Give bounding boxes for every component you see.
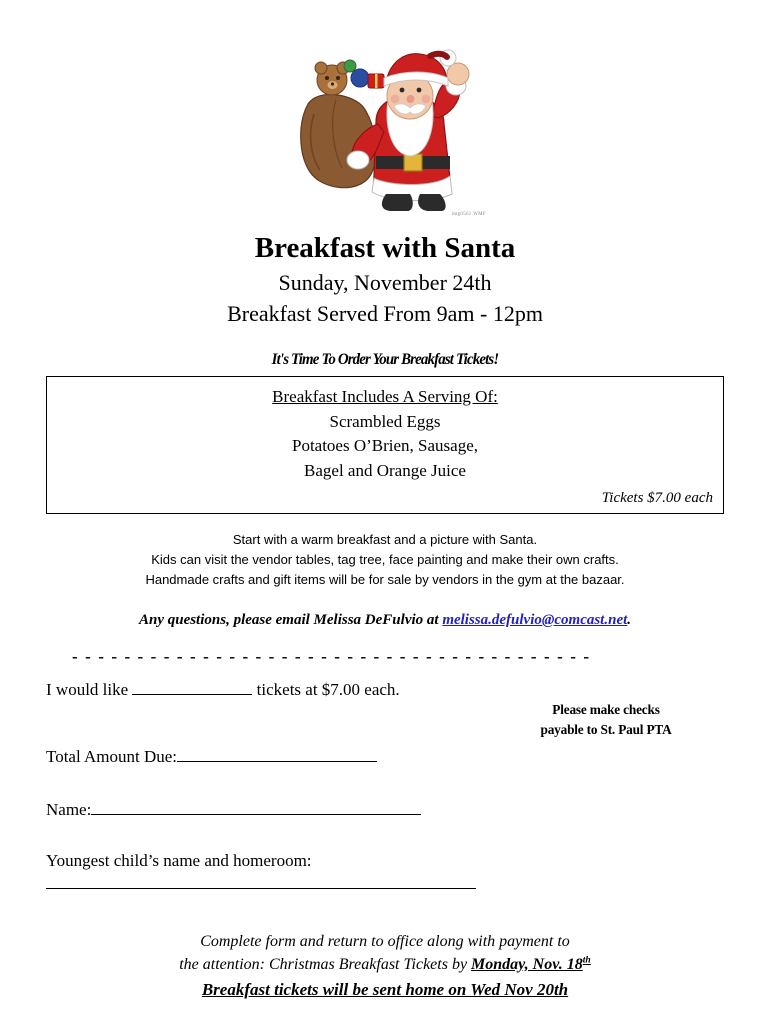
image-credit: img0561.WMF xyxy=(451,212,486,217)
contact-line xyxy=(46,612,724,629)
child-homeroom-blank-line xyxy=(46,873,724,896)
total-due-label: Total Amount Due: xyxy=(46,747,178,767)
child-homeroom-blank[interactable] xyxy=(46,888,476,889)
checks-note-line2: payable to St. Paul PTA xyxy=(540,723,672,739)
footer-line2-prefix: the attention: Christmas Breakfast Tickets by xyxy=(179,955,472,973)
footer-instructions xyxy=(46,930,724,1003)
description-line: Kids can visit the vendor tables, tag tree, face painting and make their own crafts. xyxy=(151,551,619,567)
name-blank[interactable] xyxy=(91,814,421,815)
menu-box xyxy=(46,376,724,514)
menu-item: Potatoes O’Brien, Sausage, xyxy=(291,436,479,456)
order-callout: It's Time To Order Your Breakfast Tickets! xyxy=(271,351,499,369)
footer-line2 xyxy=(46,953,724,976)
contact-prefix: Any questions, please email Melissa DeFulvio at xyxy=(138,612,443,629)
footer-line3-wrap xyxy=(46,976,724,1003)
checks-note-line1: Please make checks xyxy=(552,703,660,719)
santa-illustration-container xyxy=(46,0,724,217)
event-time: Breakfast Served From 9am - 12pm xyxy=(227,300,543,326)
description-line: Handmade crafts and gift items will be for sale by vendors in the gym at the bazaar. xyxy=(145,571,625,587)
menu-item: Scrambled Eggs xyxy=(329,411,441,431)
footer-line1: Complete form and return to office along with payment to xyxy=(200,932,570,950)
page-title: Breakfast with Santa xyxy=(254,232,516,264)
contact-suffix: . xyxy=(627,612,632,629)
tickets-request-suffix: tickets at $7.00 each. xyxy=(252,680,400,700)
tickets-quantity-blank[interactable] xyxy=(132,694,252,695)
menu-heading: Breakfast Includes A Serving Of: xyxy=(272,387,498,407)
footer-send-home-note: Breakfast tickets will be sent home on Wed Nov 20th xyxy=(201,980,569,1000)
description-line: Start with a warm breakfast and a picture with Santa. xyxy=(232,531,538,547)
contact-email-link[interactable]: melissa.defulvio@comcast.net xyxy=(442,612,628,629)
order-form xyxy=(46,679,724,896)
ticket-price-note: Tickets $7.00 each xyxy=(601,489,713,506)
santa-icon xyxy=(280,44,490,219)
menu-item: Bagel and Orange Juice xyxy=(304,461,466,481)
tickets-request-prefix: I would like xyxy=(46,680,133,700)
cut-line-separator: - - - - - - - - - - - - - - - - - - - - - - - - - - - - - - - - - - - - - - - - xyxy=(72,647,591,667)
name-label: Name: xyxy=(46,799,92,819)
footer-deadline-suffix: th xyxy=(582,954,591,966)
checks-payable-note xyxy=(511,701,701,742)
tickets-request-line xyxy=(46,679,724,702)
child-homeroom-label: Youngest child’s name and homeroom: xyxy=(46,850,312,870)
name-line xyxy=(46,799,724,822)
footer-deadline: Monday, Nov. 18 xyxy=(471,955,583,973)
total-due-line xyxy=(46,746,724,769)
total-due-blank[interactable] xyxy=(177,761,377,762)
event-date: Sunday, November 24th xyxy=(278,270,492,296)
santa-image xyxy=(280,44,490,219)
